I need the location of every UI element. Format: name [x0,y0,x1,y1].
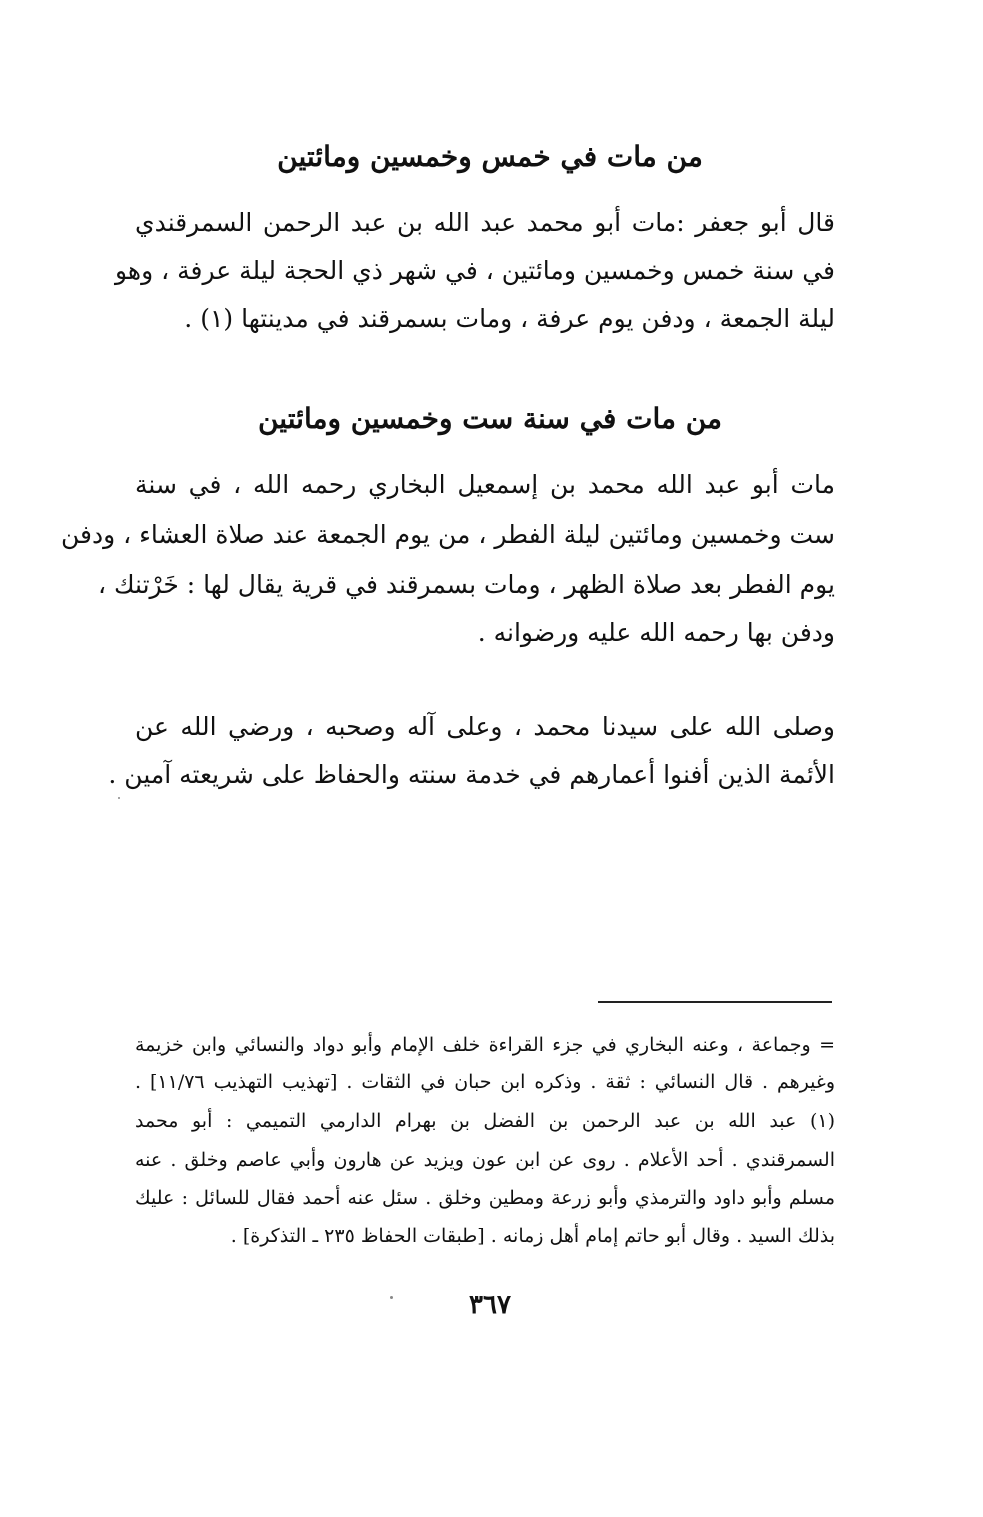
scan-speck [390,1296,393,1299]
section-heading-256: من مات في سنة ست وخمسين ومائتين [257,402,723,435]
section2-line-4: ودفن بها رحمه الله عليه ورضوانه . [477,618,835,647]
page-number: ٣٦٧ [469,1290,511,1320]
footnote-line-4: السمرقندي . أحد الأعلام . روى عن ابن عون ويزيد عن هارون وأبي عاصم وخلق . عنه [135,1149,835,1171]
section2-line-1: مات أبو عبد الله محمد بن إسمعيل البخاري رحمه الله ، في سنة [135,470,835,499]
closing-line-2: الأئمة الذين أفنوا أعمارهم في خدمة سنته والحفاظ على شريعته آمين . [108,760,835,789]
section2-line-3: يوم الفطر بعد صلاة الظهر ، ومات بسمرقند في قرية يقال لها : خَرْتنك ، [97,570,835,599]
footnote-line-2: وغيرهم . قال النسائي : ثقة . وذكره ابن حبان في الثقات . [تهذيب التهذيب ١١/٧٦] . [135,1071,835,1093]
footnote-line-3: (١) عبد الله بن عبد الرحمن بن الفضل بن بهرام الدارمي التميمي : أبو محمد [135,1110,835,1132]
footnote-line-5: مسلم وأبو داود والترمذي وأبو زرعة ومطين وخلق . سئل عنه أحمد فقال للسائل : عليك [135,1187,835,1209]
section1-line-1: قال أبو جعفر :مات أبو محمد عبد الله بن عبد الرحمن السمرقندي [135,208,835,237]
footnote-line-6: بذلك السيد . وقال أبو حاتم إمام أهل زمانه . [طبقات الحفاظ ٢٣٥ ـ التذكرة] . [230,1225,835,1247]
section-heading-255: من مات في خمس وخمسين ومائتين [277,140,703,173]
section2-line-2: ست وخمسين ومائتين ليلة الفطر ، من يوم الجمعة عند صلاة العشاء ، ودفن [60,520,835,549]
footnote-line-1: = وجماعة ، وعنه البخاري في جزء القراءة خلف الإمام وأبو دواد والنسائي وابن خزيمة [135,1034,835,1056]
closing-line-1: وصلى الله على سيدنا محمد ، وعلى آله وصحبه ، ورضي الله عن [135,712,835,741]
footnote-separator [598,1001,832,1003]
section1-line-2: في سنة خمس وخمسين ومائتين ، في شهر ذي الحجة ليلة عرفة ، وهو [115,256,835,285]
scan-speck [118,797,120,799]
section1-line-3: ليلة الجمعة ، ودفن يوم عرفة ، ومات بسمرقند في مدينتها (١) . [184,304,835,333]
